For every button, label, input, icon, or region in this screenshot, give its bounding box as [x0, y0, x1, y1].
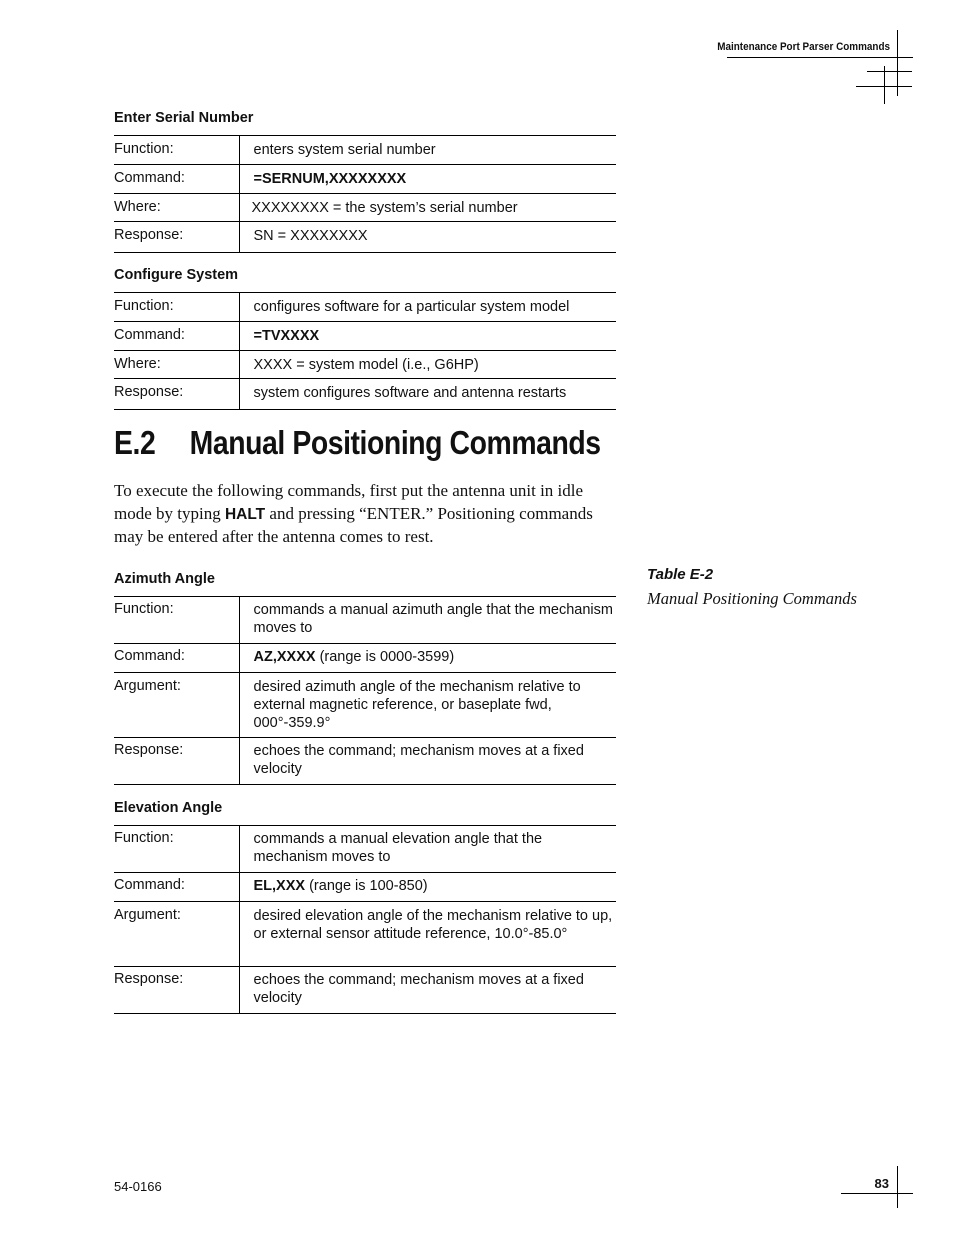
row-label: Where:	[114, 194, 239, 222]
command-syntax: EL,XXX	[253, 878, 306, 894]
page-number: 83	[874, 1176, 889, 1191]
table-row	[114, 379, 616, 410]
row-label: Response:	[114, 379, 239, 410]
table-caption-label: Table E-2	[647, 566, 714, 583]
row-label: Function:	[114, 826, 239, 873]
table-row	[114, 222, 616, 253]
serial-heading: Enter Serial Number	[114, 110, 254, 126]
crop-mark-horizontal-b	[856, 86, 912, 87]
footer-rule	[841, 1193, 913, 1194]
intro-text: To execute the following commands, first put the antenna unit in idle mode by typing	[114, 481, 584, 523]
table-row	[114, 322, 616, 351]
row-label: Function:	[114, 293, 239, 322]
row-value	[239, 293, 616, 322]
row-value-text: desired elevation angle of the mechanism relative to up, or external sensor attitude reference, 10.0°-85.0°	[253, 908, 613, 942]
footer-crop-mark	[897, 1166, 898, 1208]
table-row	[114, 738, 616, 785]
section-title-text: Manual Positioning Commands	[189, 424, 601, 461]
row-value	[239, 194, 616, 222]
row-value	[239, 222, 616, 253]
row-label: Response:	[114, 738, 239, 785]
row-value-text: (range is 0000-3599)	[315, 649, 455, 665]
table-row	[114, 351, 616, 379]
row-value	[239, 902, 616, 967]
table-row	[114, 967, 616, 1014]
halt-keyword: HALT	[224, 505, 266, 523]
row-value-text: echoes the command; mechanism moves at a fixed velocity	[253, 743, 584, 777]
row-value	[239, 379, 616, 410]
section-number: E.2	[114, 424, 156, 461]
row-value	[239, 673, 616, 738]
elevation-heading: Elevation Angle	[114, 800, 223, 816]
table-row	[114, 673, 616, 738]
row-value	[239, 597, 616, 644]
serial-table	[114, 135, 616, 253]
row-label: Where:	[114, 351, 239, 379]
table-row	[114, 644, 616, 673]
row-value-text: enters system serial number	[253, 142, 436, 158]
row-label: Response:	[114, 222, 239, 253]
table-row	[114, 194, 616, 222]
row-label: Function:	[114, 136, 239, 165]
command-syntax: =SERNUM,XXXXXXXX	[253, 171, 407, 187]
table-row	[114, 902, 616, 967]
table-row	[114, 873, 616, 902]
document-number: 54-0166	[114, 1179, 162, 1194]
row-value-text: configures software for a particular system model	[253, 299, 570, 315]
row-value-text: system configures software and antenna restarts	[253, 385, 567, 401]
row-value-text: XXXX = system model (i.e., G6HP)	[253, 357, 479, 373]
row-value	[239, 322, 616, 351]
row-value-text: desired azimuth angle of the mechanism relative to external magnetic reference, or baseplate fwd, 000°-359.9°	[253, 679, 581, 731]
table-row	[114, 165, 616, 194]
table-row	[114, 826, 616, 873]
row-label: Function:	[114, 597, 239, 644]
row-value	[239, 165, 616, 194]
table-row	[114, 597, 616, 644]
command-syntax: AZ,XXXX	[253, 649, 316, 665]
table-caption-text: Manual Positioning Commands	[647, 589, 857, 608]
row-value-text: SN = XXXXXXXX	[253, 228, 368, 244]
azimuth-table	[114, 596, 616, 785]
row-label: Command:	[114, 644, 239, 673]
row-value-text: commands a manual elevation angle that the mechanism moves to	[253, 831, 543, 865]
row-value	[239, 826, 616, 873]
section-title	[114, 424, 601, 462]
row-value	[239, 967, 616, 1014]
row-label: Command:	[114, 873, 239, 902]
configure-heading: Configure System	[114, 267, 239, 283]
row-value-text: XXXXXXXX = the system’s serial number	[251, 200, 518, 216]
row-value	[239, 738, 616, 785]
azimuth-heading: Azimuth Angle	[114, 571, 215, 587]
running-header: Maintenance Port Parser Commands	[717, 41, 890, 53]
table-row	[114, 293, 616, 322]
configure-table	[114, 292, 616, 410]
header-rule	[727, 57, 913, 58]
row-value	[239, 136, 616, 165]
row-label: Command:	[114, 322, 239, 351]
intro-text-continued: and pressing “ENTER.” Positioning commands may be entered after the antenna comes to rest.	[114, 503, 593, 546]
row-label: Argument:	[114, 902, 239, 967]
table-row	[114, 136, 616, 165]
row-label: Response:	[114, 967, 239, 1014]
row-value-text: commands a manual azimuth angle that the mechanism moves to	[253, 602, 613, 636]
row-label: Command:	[114, 165, 239, 194]
crop-mark-horizontal-a	[867, 71, 912, 72]
row-value-text: echoes the command; mechanism moves at a fixed velocity	[253, 972, 584, 1006]
row-value	[239, 644, 616, 673]
elevation-table	[114, 825, 616, 1014]
row-label: Argument:	[114, 673, 239, 738]
row-value	[239, 873, 616, 902]
row-value	[239, 351, 616, 379]
command-syntax: =TVXXXX	[253, 328, 320, 344]
intro-paragraph	[114, 480, 614, 549]
row-value-text: (range is 100-850)	[305, 878, 428, 894]
